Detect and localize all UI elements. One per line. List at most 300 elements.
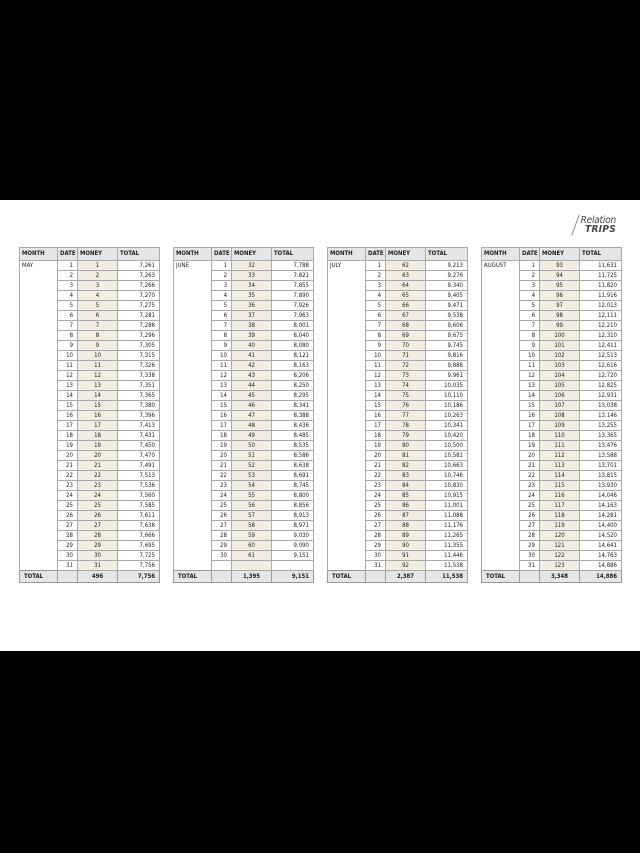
month-cell — [174, 391, 212, 401]
month-cell — [482, 481, 520, 491]
money-cell: 14 — [78, 391, 118, 401]
month-cell — [174, 301, 212, 311]
table-row — [482, 341, 622, 351]
date-cell: 4 — [212, 291, 232, 301]
table-row — [482, 311, 622, 321]
date-cell: 23 — [58, 481, 78, 491]
date-cell: 10 — [520, 351, 540, 361]
table-row — [174, 451, 314, 461]
money-cell: 21 — [78, 461, 118, 471]
total-cell: 7,491 — [118, 461, 160, 471]
month-cell — [174, 561, 212, 571]
month-cell — [328, 481, 366, 491]
date-cell: 12 — [58, 371, 78, 381]
header-row — [174, 248, 314, 261]
total-cell: 8,250 — [272, 381, 314, 391]
date-cell: 23 — [520, 481, 540, 491]
table-row — [328, 481, 468, 491]
money-cell: 56 — [232, 501, 272, 511]
date-cell: 8 — [58, 331, 78, 341]
total-cell: 13,701 — [580, 461, 622, 471]
table-row — [174, 421, 314, 431]
date-cell: 16 — [520, 411, 540, 421]
date-cell: 19 — [520, 441, 540, 451]
total-label: TOTAL — [328, 571, 366, 583]
month-cell — [20, 461, 58, 471]
money-cell: 50 — [232, 441, 272, 451]
table-row — [328, 471, 468, 481]
total-cell: 8,586 — [272, 451, 314, 461]
money-cell: 12 — [78, 371, 118, 381]
month-cell — [174, 531, 212, 541]
date-cell: 17 — [366, 421, 386, 431]
total-cell: 7,261 — [118, 261, 160, 271]
money-cell: 38 — [232, 321, 272, 331]
table-row — [328, 321, 468, 331]
table-row — [20, 311, 160, 321]
money-cell: 28 — [78, 531, 118, 541]
date-cell: 24 — [212, 491, 232, 501]
table-row — [174, 401, 314, 411]
month-cell — [328, 391, 366, 401]
money-cell: 93 — [540, 261, 580, 271]
table-row — [20, 341, 160, 351]
money-cell: 99 — [540, 321, 580, 331]
total-cell: 7,275 — [118, 301, 160, 311]
month-cell — [328, 471, 366, 481]
total-row — [174, 571, 314, 583]
date-cell: 21 — [366, 461, 386, 471]
date-cell: 20 — [520, 451, 540, 461]
money-cell: 53 — [232, 471, 272, 481]
total-cell: 7,585 — [118, 501, 160, 511]
table-row — [328, 531, 468, 541]
money-cell: 68 — [386, 321, 426, 331]
date-cell: 26 — [366, 511, 386, 521]
month-cell — [328, 331, 366, 341]
total-cell: 7,365 — [118, 391, 160, 401]
table-row — [482, 431, 622, 441]
total-blank — [520, 571, 540, 583]
total-cell: 7,963 — [272, 311, 314, 321]
money-cell: 23 — [78, 481, 118, 491]
month-cell — [20, 411, 58, 421]
month-cell — [482, 501, 520, 511]
total-cell: 13,930 — [580, 481, 622, 491]
month-cell — [482, 341, 520, 351]
month-cell — [174, 541, 212, 551]
month-cell — [482, 441, 520, 451]
month-cell — [174, 311, 212, 321]
date-cell: 27 — [212, 521, 232, 531]
month-cell — [482, 451, 520, 461]
date-cell: 10 — [212, 351, 232, 361]
money-cell: 105 — [540, 381, 580, 391]
table-row — [174, 281, 314, 291]
money-cell: 1 — [78, 261, 118, 271]
total-cell: 7,305 — [118, 341, 160, 351]
month-cell — [328, 461, 366, 471]
month-cell — [20, 271, 58, 281]
money-cell: 47 — [232, 411, 272, 421]
month-cell — [174, 431, 212, 441]
month-cell — [482, 431, 520, 441]
total-cell: 7,536 — [118, 481, 160, 491]
date-cell: 18 — [520, 431, 540, 441]
table-row — [20, 371, 160, 381]
money-cell: 115 — [540, 481, 580, 491]
money-cell: 69 — [386, 331, 426, 341]
month-cell — [482, 391, 520, 401]
money-cell: 42 — [232, 361, 272, 371]
total-cell: 14,046 — [580, 491, 622, 501]
date-cell: 9 — [520, 341, 540, 351]
date-cell: 14 — [212, 391, 232, 401]
money-cell: 110 — [540, 431, 580, 441]
month-cell — [482, 461, 520, 471]
money-header: MONEY — [232, 248, 272, 261]
date-cell: 16 — [212, 411, 232, 421]
month-cell — [482, 381, 520, 391]
month-cell — [482, 311, 520, 321]
month-cell — [328, 541, 366, 551]
total-cell: 8,121 — [272, 351, 314, 361]
total-label: TOTAL — [20, 571, 58, 583]
date-cell: 4 — [520, 291, 540, 301]
month-cell — [482, 411, 520, 421]
total-cell: 10,341 — [426, 421, 468, 431]
month-cell — [174, 381, 212, 391]
money-cell: 94 — [540, 271, 580, 281]
total-cell: 11,916 — [580, 291, 622, 301]
table-row — [20, 491, 160, 501]
total-cell: 7,315 — [118, 351, 160, 361]
date-cell: 18 — [58, 431, 78, 441]
date-cell: 14 — [366, 391, 386, 401]
total-header: TOTAL — [118, 248, 160, 261]
money-cell: 32 — [232, 261, 272, 271]
table-row — [328, 431, 468, 441]
total-cell: 12,931 — [580, 391, 622, 401]
month-cell — [328, 451, 366, 461]
month-cell — [482, 471, 520, 481]
total-cell: 12,411 — [580, 341, 622, 351]
money-cell: 79 — [386, 431, 426, 441]
date-cell: 1 — [212, 261, 232, 271]
total-cell: 9,745 — [426, 341, 468, 351]
date-cell: 12 — [212, 371, 232, 381]
month-cell — [20, 521, 58, 531]
month-cell — [328, 301, 366, 311]
total-cell: 10,035 — [426, 381, 468, 391]
total-cell: 12,513 — [580, 351, 622, 361]
month-cell — [20, 391, 58, 401]
money-cell: 97 — [540, 301, 580, 311]
money-cell: 17 — [78, 421, 118, 431]
money-cell: 107 — [540, 401, 580, 411]
total-cell: 7,611 — [118, 511, 160, 521]
month-cell — [482, 401, 520, 411]
month-cell — [20, 511, 58, 521]
total-cell: 7,396 — [118, 411, 160, 421]
money-cell: 118 — [540, 511, 580, 521]
date-cell: 1 — [520, 261, 540, 271]
money-cell: 102 — [540, 351, 580, 361]
total-cell: 11,265 — [426, 531, 468, 541]
month-cell — [482, 371, 520, 381]
money-cell: 61 — [232, 551, 272, 561]
total-row — [328, 571, 468, 583]
total-cell: 7,281 — [118, 311, 160, 321]
total-cell: 8,535 — [272, 441, 314, 451]
date-cell: 5 — [366, 301, 386, 311]
money-sum: 2,387 — [386, 571, 426, 583]
date-cell: 11 — [58, 361, 78, 371]
money-cell: 74 — [386, 381, 426, 391]
date-cell: 11 — [520, 361, 540, 371]
month-cell — [174, 501, 212, 511]
table-row — [174, 261, 314, 271]
table-row — [20, 331, 160, 341]
month-cell — [482, 271, 520, 281]
header-row — [20, 248, 160, 261]
table-row — [328, 271, 468, 281]
table-row — [20, 361, 160, 371]
table-row — [20, 531, 160, 541]
month-cell — [174, 341, 212, 351]
money-cell: 109 — [540, 421, 580, 431]
total-cell: 9,675 — [426, 331, 468, 341]
table-row — [174, 371, 314, 381]
table-row — [20, 301, 160, 311]
total-cell: 13,255 — [580, 421, 622, 431]
total-cell: 8,080 — [272, 341, 314, 351]
total-cell: 14,641 — [580, 541, 622, 551]
table-row — [482, 391, 622, 401]
month-cell — [328, 531, 366, 541]
total-cell: 9,340 — [426, 281, 468, 291]
month-cell — [174, 461, 212, 471]
table-row — [482, 541, 622, 551]
month-cell — [328, 441, 366, 451]
date-cell: 7 — [366, 321, 386, 331]
month-cell — [174, 421, 212, 431]
date-cell: 12 — [520, 371, 540, 381]
table-row — [482, 421, 622, 431]
money-cell: 41 — [232, 351, 272, 361]
money-cell: 86 — [386, 501, 426, 511]
date-cell: 11 — [366, 361, 386, 371]
date-cell: 31 — [520, 561, 540, 571]
total-cell: 14,281 — [580, 511, 622, 521]
table-row — [20, 381, 160, 391]
header-row — [482, 248, 622, 261]
total-cell: 12,825 — [580, 381, 622, 391]
table-row — [174, 431, 314, 441]
money-cell: 11 — [78, 361, 118, 371]
total-cell: 7,296 — [118, 331, 160, 341]
date-cell: 15 — [520, 401, 540, 411]
date-cell: 18 — [366, 431, 386, 441]
money-cell: 8 — [78, 331, 118, 341]
month-cell — [328, 491, 366, 501]
date-cell — [212, 561, 232, 571]
table-july — [327, 247, 468, 583]
date-cell: 22 — [58, 471, 78, 481]
date-cell: 21 — [520, 461, 540, 471]
money-cell: 88 — [386, 521, 426, 531]
date-cell: 17 — [520, 421, 540, 431]
date-cell: 3 — [366, 281, 386, 291]
month-cell — [328, 361, 366, 371]
table-row — [328, 491, 468, 501]
month-cell — [482, 541, 520, 551]
date-cell: 6 — [212, 311, 232, 321]
table-row — [482, 451, 622, 461]
date-cell: 22 — [212, 471, 232, 481]
total-cell: 14,763 — [580, 551, 622, 561]
table-row — [20, 401, 160, 411]
total-cell: 12,210 — [580, 321, 622, 331]
date-cell: 18 — [212, 431, 232, 441]
total-cell: 8,436 — [272, 421, 314, 431]
date-cell: 4 — [366, 291, 386, 301]
date-cell: 26 — [212, 511, 232, 521]
money-cell: 82 — [386, 461, 426, 471]
table-row — [482, 361, 622, 371]
month-cell — [20, 501, 58, 511]
total-cell: 11,446 — [426, 551, 468, 561]
money-cell: 85 — [386, 491, 426, 501]
table-row — [174, 481, 314, 491]
total-cell: 8,040 — [272, 331, 314, 341]
table-row — [174, 341, 314, 351]
total-cell: 7,638 — [118, 521, 160, 531]
date-cell: 30 — [58, 551, 78, 561]
total-cell: 7,756 — [118, 561, 160, 571]
month-cell — [174, 451, 212, 461]
total-cell: 8,163 — [272, 361, 314, 371]
total-cell: 8,971 — [272, 521, 314, 531]
month-cell — [328, 551, 366, 561]
date-cell: 28 — [520, 531, 540, 541]
month-cell — [20, 321, 58, 331]
date-cell: 14 — [58, 391, 78, 401]
total-cell: 11,088 — [426, 511, 468, 521]
month-cell — [482, 521, 520, 531]
table-row — [20, 421, 160, 431]
money-cell: 30 — [78, 551, 118, 561]
table-row — [482, 521, 622, 531]
month-cell — [20, 481, 58, 491]
money-cell: 45 — [232, 391, 272, 401]
money-cell: 100 — [540, 331, 580, 341]
money-sum: 3,348 — [540, 571, 580, 583]
month-cell — [174, 281, 212, 291]
total-cell: 9,471 — [426, 301, 468, 311]
table-row — [482, 481, 622, 491]
total-cell: 12,111 — [580, 311, 622, 321]
date-cell: 26 — [58, 511, 78, 521]
date-cell: 7 — [58, 321, 78, 331]
table-row — [482, 561, 622, 571]
total-row — [20, 571, 160, 583]
table-row — [328, 281, 468, 291]
total-cell: 12,013 — [580, 301, 622, 311]
total-cell: 7,926 — [272, 301, 314, 311]
money-cell: 98 — [540, 311, 580, 321]
date-cell: 29 — [212, 541, 232, 551]
table-june — [173, 247, 314, 583]
month-cell — [482, 281, 520, 291]
date-header: DATE — [366, 248, 386, 261]
total-cell: 7,890 — [272, 291, 314, 301]
table-row — [482, 461, 622, 471]
table-row — [174, 301, 314, 311]
table-row — [482, 441, 622, 451]
money-cell: 67 — [386, 311, 426, 321]
money-cell: 24 — [78, 491, 118, 501]
table-row — [174, 361, 314, 371]
money-cell: 27 — [78, 521, 118, 531]
date-cell: 25 — [520, 501, 540, 511]
money-cell: 55 — [232, 491, 272, 501]
month-cell — [174, 271, 212, 281]
month-cell — [328, 311, 366, 321]
total-cell: 7,270 — [118, 291, 160, 301]
table-row — [482, 281, 622, 291]
total-cell: 8,800 — [272, 491, 314, 501]
money-cell: 6 — [78, 311, 118, 321]
month-cell — [328, 501, 366, 511]
month-header: MONTH — [174, 248, 212, 261]
total-cell — [272, 561, 314, 571]
total-cell: 7,513 — [118, 471, 160, 481]
total-cell: 7,450 — [118, 441, 160, 451]
money-cell: 62 — [386, 261, 426, 271]
money-cell: 87 — [386, 511, 426, 521]
month-cell — [174, 361, 212, 371]
money-cell: 33 — [232, 271, 272, 281]
date-cell: 9 — [212, 341, 232, 351]
month-cell — [174, 321, 212, 331]
table-row — [482, 471, 622, 481]
date-cell: 9 — [58, 341, 78, 351]
total-cell: 7,380 — [118, 401, 160, 411]
month-cell — [482, 551, 520, 561]
date-cell: 22 — [366, 471, 386, 481]
date-cell: 8 — [212, 331, 232, 341]
table-row — [20, 271, 160, 281]
month-label: JUNE — [174, 261, 212, 271]
month-cell — [20, 401, 58, 411]
month-cell — [328, 291, 366, 301]
total-cell: 10,186 — [426, 401, 468, 411]
month-cell — [482, 321, 520, 331]
month-label: MAY — [20, 261, 58, 271]
total-sum: 14,886 — [580, 571, 622, 583]
table-row — [328, 381, 468, 391]
month-cell — [174, 411, 212, 421]
table-row — [328, 561, 468, 571]
table-row — [328, 421, 468, 431]
brand-logo — [581, 216, 616, 234]
date-cell: 17 — [212, 421, 232, 431]
table-row — [20, 561, 160, 571]
total-cell: 8,638 — [272, 461, 314, 471]
date-cell: 27 — [58, 521, 78, 531]
table-row — [328, 451, 468, 461]
